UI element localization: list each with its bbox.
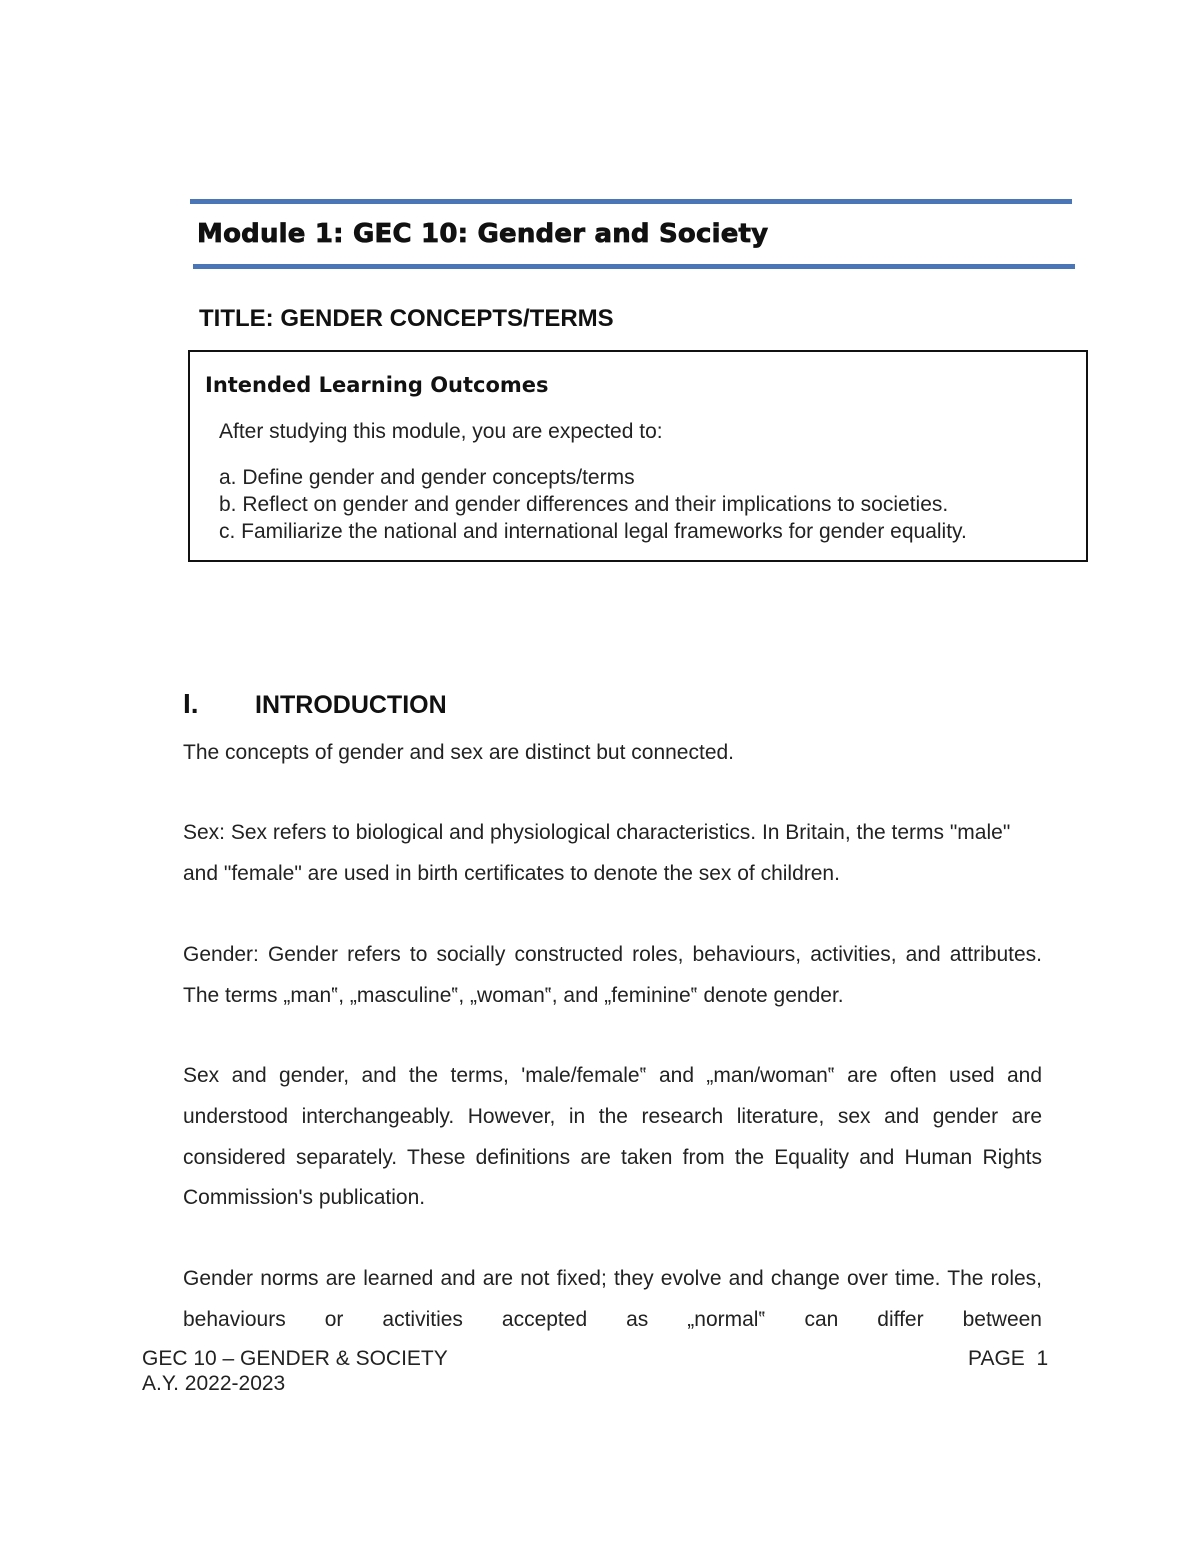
document-title: TITLE: GENDER CONCEPTS/TERMS xyxy=(199,305,614,332)
learning-outcomes-list xyxy=(219,464,967,545)
paragraph: Sex and gender, and the terms, 'male/female‟ and „man/woman‟ are often used and understood interchangeably. However, in the research literature, sex and gender are considered separately. These definitions are taken from the Equality and Human Rights Commission's publication. xyxy=(183,1064,1042,1210)
footer-page-number: PAGE 1 xyxy=(968,1347,1049,1370)
section-heading xyxy=(183,688,447,720)
learning-outcomes-heading: Intended Learning Outcomes xyxy=(205,373,549,397)
top-divider xyxy=(190,199,1072,204)
learning-outcomes-box xyxy=(188,350,1088,562)
paragraph: Sex: Sex refers to biological and physiological characteristics. In Britain, the terms "male" and "female" are used in birth certificates to denote the sex of children. xyxy=(183,821,1011,885)
paragraph: The concepts of gender and sex are distinct but connected. xyxy=(183,741,735,764)
module-title: Module 1: GEC 10: Gender and Society xyxy=(197,219,769,249)
footer-course: GEC 10 – GENDER & SOCIETY xyxy=(142,1347,448,1370)
paragraph: Gender: Gender refers to socially constructed roles, behaviours, activities, and attributes. The terms „man‟, „masculine‟, „woman‟, and „feminine‟ denote gender. xyxy=(183,943,1042,1007)
section-number: I. xyxy=(183,688,199,719)
bottom-divider xyxy=(193,264,1075,269)
learning-outcome-item: b. Reflect on gender and gender differences and their implications to societies. xyxy=(219,493,949,516)
learning-outcome-item: c. Familiarize the national and international legal frameworks for gender equality. xyxy=(219,520,967,543)
section-title: INTRODUCTION xyxy=(255,691,447,719)
paragraph: Gender norms are learned and are not fixed; they evolve and change over time. The roles, behaviours or activities accepted as „normal‟ can differ between xyxy=(183,1267,1042,1331)
learning-outcome-item: a. Define gender and gender concepts/terms xyxy=(219,466,635,489)
footer-academic-year: A.Y. 2022-2023 xyxy=(142,1372,286,1395)
learning-outcomes-intro: After studying this module, you are expected to: xyxy=(219,420,663,443)
